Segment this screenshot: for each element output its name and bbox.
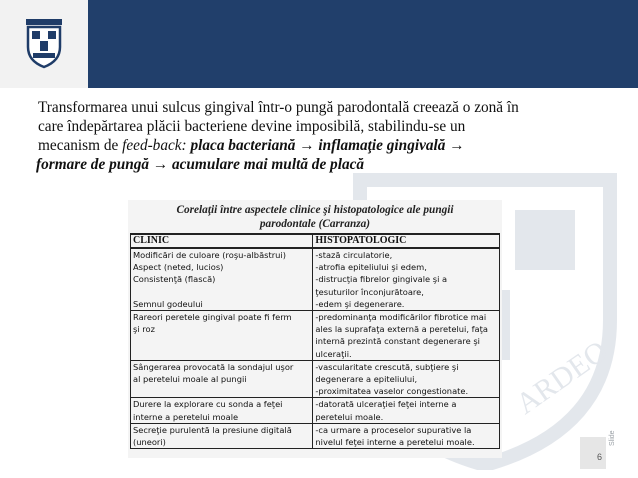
cell-line: ţesuturilor înconjurătoare, [315,286,424,297]
logo-box [0,0,88,88]
cell-line: Aspect (neted, lucios) [133,262,224,273]
cell-line: Secreţie purulentă la presiune digitală [133,424,292,435]
cell-line: Durere la explorare cu sonda a feţei [133,399,283,410]
header-histopatologic: HISTOPATOLOGIC [313,234,500,248]
cell-line: -datorată ulceraţiei feţei interne a [315,399,457,410]
body-line-3-prefix: mecanism de [38,137,123,154]
feed-back-term: feed-back: [122,137,187,154]
clinic-cell [131,423,313,448]
cell-line: ales la suprafaţa externă a peretelui, faţa [315,324,488,335]
table-row [131,360,500,398]
clinic-cell [131,248,313,311]
cell-line: -stază circulatorie, [315,250,393,260]
cell-line: -proximitatea vaselor congestionate. [315,386,469,397]
table-figure [128,200,502,458]
body-line-1: Transformarea unui sulcus gingival într-o pungă parodontală creează o zonă în [38,99,519,116]
cell-line: Consistenţă (flască) [133,274,216,285]
table-title-line-1: Corelaţii între aspectele clinice şi histopatologice ale pungii [176,204,454,216]
header-clinic: CLINIC [131,234,313,248]
histo-cell [313,311,500,361]
cell-line: interne a peretelui moale [133,411,239,422]
cell-line: peretelui moale. [315,411,384,422]
watermark-motto: ARDEO [510,334,614,421]
cell-line: şi roz [133,324,155,335]
clinic-cell [131,311,313,361]
cell-line: (uneori) [133,437,166,448]
correlation-table [130,233,500,449]
cell-line: ulceraţii. [315,348,352,359]
clinic-cell [131,360,313,398]
cell-line: -vascularitate crescută, subţiere şi [315,361,459,372]
header-band [0,0,638,88]
page-number: 6 [580,437,606,469]
table-header-row [131,234,500,248]
histo-cell [313,360,500,398]
cell-line: Semnul godeului [133,298,203,309]
cell-line: -distrucţia fibrelor gingivale şi a [315,274,448,285]
table-title [128,203,502,231]
cell-line: degenerare a epiteliului, [315,374,418,385]
table-title-line-2: parodontale (Carranza) [259,218,371,230]
feedback-cycle-part1: placa bacteriană → inflamaţie gingivală → [190,137,465,154]
body-paragraph [38,98,608,174]
clinic-cell [131,398,313,423]
table-row [131,398,500,423]
cell-line: nivelul feţei interne a peretelui moale. [315,437,475,448]
cell-line: -ca urmare a proceselor supurative la [315,424,472,435]
university-crest-logo [24,17,64,69]
cell-line: Sângerarea provocată la sondajul uşor [133,361,294,372]
histo-cell [313,398,500,423]
cell-line: -predominanţa modificărilor fibrotice mai [315,312,487,323]
histo-cell [313,248,500,311]
cell-line: -edem şi degenerare. [315,298,405,309]
table-row [131,311,500,361]
cell-line: internă prezintă constant degenerare şi [315,336,480,347]
table-row [131,423,500,448]
cell-line: Modificări de culoare (roşu-albăstrui) [133,250,286,260]
slide-label: Slide [609,430,616,446]
cell-line: al peretelui moale al pungii [133,374,247,385]
body-line-3 [38,136,608,155]
histo-cell [313,423,500,448]
cell-line: -atrofia epiteliului şi edem, [315,262,427,273]
table-row [131,248,500,311]
cell-line: Rareori peretele gingival poate fi ferm [133,312,292,323]
body-line-2: care îndepărtarea plăcii bacteriene devine imposibilă, stabilindu-se un [38,118,466,135]
feedback-cycle-part2: formare de pungă → acumulare mai multă de placă [36,156,365,173]
